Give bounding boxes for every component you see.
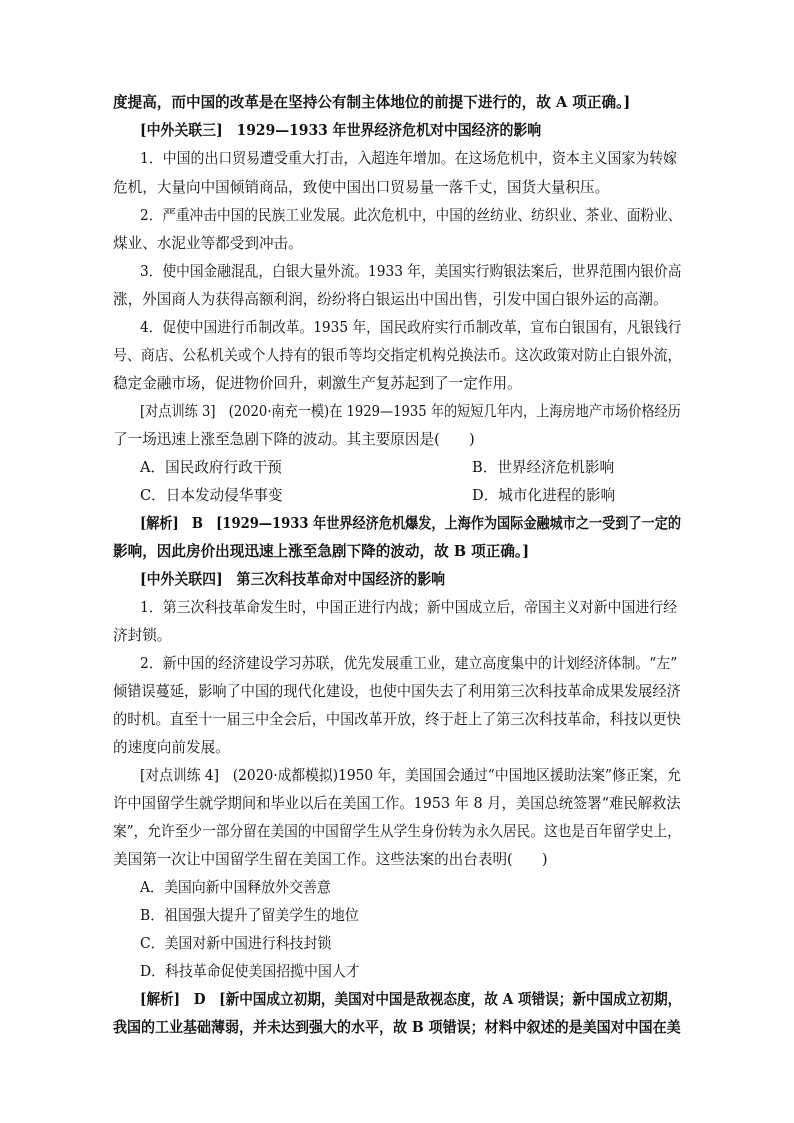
option-b: B．世界经济危机影响	[472, 459, 615, 476]
analysis-line: [解析] D [新中国成立初期，美国对中国是敌视态度，故 A 项错误；新中国成立初期，	[140, 991, 682, 1008]
analysis-line: 影响，因此房价出现迅速上涨至急剧下降的波动，故 B 项正确。]	[113, 543, 530, 560]
paragraph-line: 稳定金融市场，促进物价回升，刺激生产复苏起到了一定作用。	[113, 375, 522, 392]
option-d: D．城市化进程的影响	[472, 487, 616, 504]
option-c: C．日本发动侵华事变	[140, 487, 283, 504]
section-heading: [中外关联四] 第三次科技革命对中国经济的影响	[140, 571, 446, 588]
paragraph-line: 2．严重冲击中国的民族工业发展。此次危机中，中国的丝纺业、纺织业、茶业、面粉业、	[140, 207, 682, 224]
question-stem: 案”，允许至少一部分留在美国的中国留学生从学生身份转为永久居民。这也是百年留学史上，	[113, 823, 681, 840]
answer-continued: 度提高，而中国的改革是在坚持公有制主体地位的前提下进行的，故 A 项正确。]	[113, 94, 631, 111]
question-stem: 许中国留学生就学期间和毕业以后在美国工作。1953 年 8 月，美国总统签署“难民解救法	[113, 795, 681, 812]
paragraph-line: 1．中国的出口贸易遭受重大打击，入超连年增加。在这场危机中，资本主义国家为转嫁	[140, 150, 678, 167]
option-d: D．科技革命促使美国招揽中国人才	[140, 963, 360, 980]
paragraph-line: 号、商店、公私机关或个人持有的银币等均交指定机构兑换法币。这次政策对防止白银外流，	[113, 347, 682, 364]
question-stem: [对点训练 4] (2020·成都模拟)1950 年，美国国会通过“中国地区援助法案”修正案，允	[140, 767, 681, 784]
paragraph-line: 倾错误蔓延，影响了中国的现代化建设，也使中国失去了利用第三次科技革命成果发展经济	[113, 683, 681, 700]
option-a: A．美国向新中国释放外交善意	[140, 879, 331, 896]
question-stem: 美国第一次让中国留学生留在美国工作。这些法案的出台表明( )	[113, 851, 548, 868]
question-stem: [对点训练 3] (2020·南充一模)在 1929—1935 年的短短几年内，上海房地产市场价格经历	[140, 403, 681, 420]
paragraph-line: 1．第三次科技革命发生时，中国正进行内战；新中国成立后，帝国主义对新中国进行经	[140, 599, 678, 616]
paragraph-line: 4．促使中国进行币制改革。1935 年，国民政府实行币制改革，宣布白银国有，凡银钱行	[140, 319, 682, 336]
paragraph-line: 的速度向前发展。	[113, 739, 230, 756]
analysis-line: 我国的工业基础薄弱，并未达到强大的水平，故 B 项错误；材料中叙述的是美国对中国在美	[113, 1019, 681, 1036]
paragraph-line: 济封锁。	[113, 627, 172, 644]
paragraph-line: 涨，外国商人为获得高额利润，纷纷将白银运出中国出售，引发中国白银外运的高潮。	[113, 291, 668, 308]
analysis-line: [解析] B [1929—1933 年世界经济危机爆发，上海作为国际金融城市之一受到了一定的	[140, 515, 681, 532]
option-a: A．国民政府行政干预	[140, 459, 282, 476]
section-heading: [中外关联三] 1929—1933 年世界经济危机对中国经济的影响	[140, 122, 542, 139]
paragraph-line: 危机，大量向中国倾销商品，致使中国出口贸易量一落千丈，国货大量积压。	[113, 179, 610, 196]
option-b: B．祖国强大提升了留美学生的地位	[140, 907, 359, 924]
paragraph-line: 的时机。直至十一届三中全会后，中国改革开放，终于赶上了第三次科技革命，科技以更快	[113, 711, 681, 728]
paragraph-line: 煤业、水泥业等都受到冲击。	[113, 235, 303, 252]
option-c: C．美国对新中国进行科技封锁	[140, 935, 332, 952]
paragraph-line: 3．使中国金融混乱，白银大量外流。1933 年，美国实行购银法案后，世界范围内银价高	[140, 263, 682, 280]
paragraph-line: 2．新中国的经济建设学习苏联，优先发展重工业，建立高度集中的计划经济体制。“左”	[140, 655, 678, 672]
question-stem: 了一场迅速上涨至急剧下降的波动。其主要原因是( )	[113, 431, 475, 448]
